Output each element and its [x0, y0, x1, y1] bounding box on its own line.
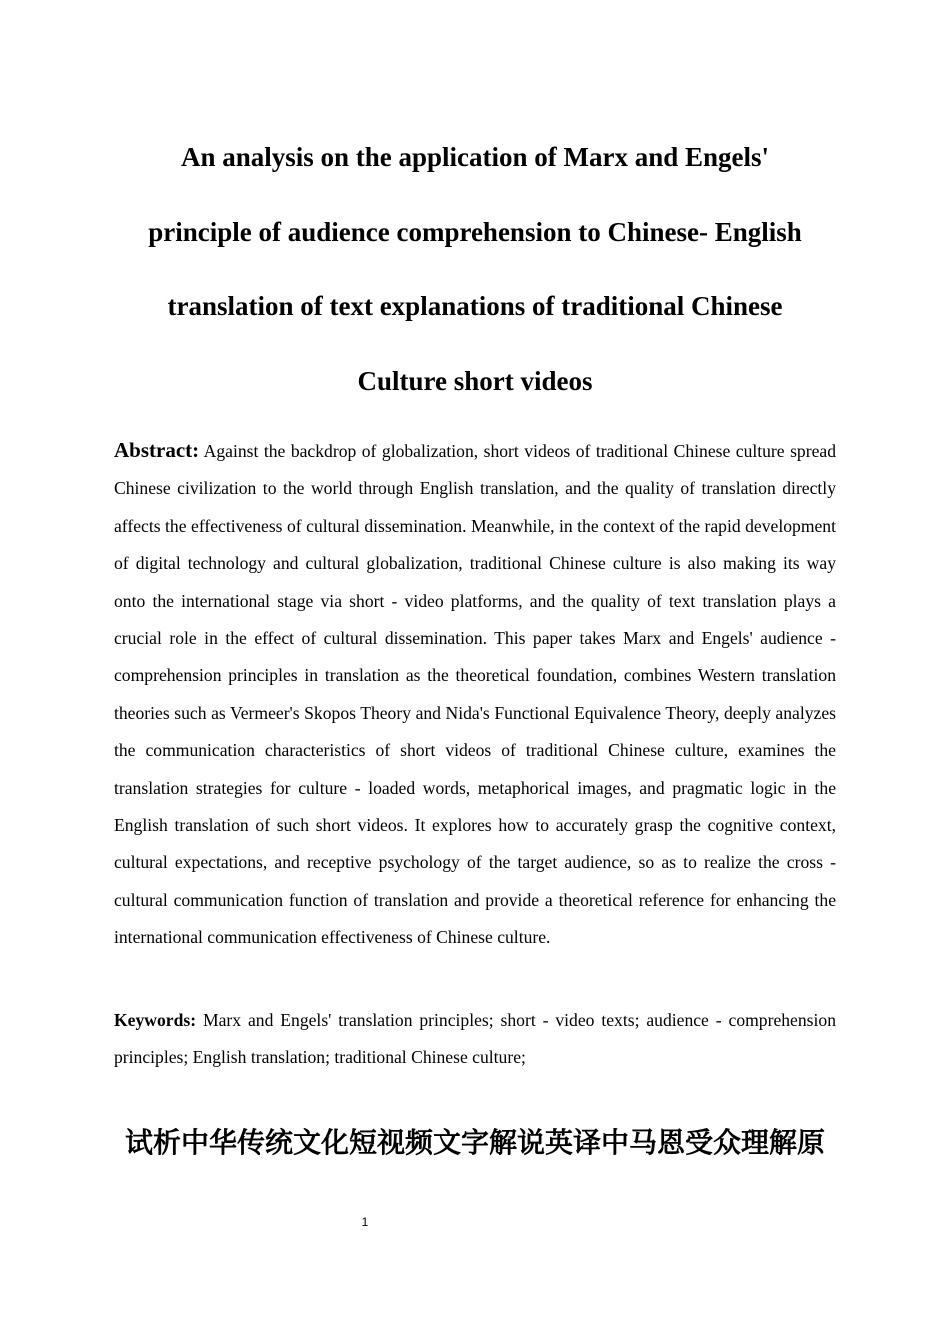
- page-number: 1: [361, 1215, 369, 1229]
- title-line-3: translation of text explanations of traditional Chinese: [167, 291, 783, 321]
- title-line-1: An analysis on the application of Marx and Engels': [180, 142, 770, 172]
- abstract-label: Abstract:: [114, 438, 200, 462]
- keywords-text: Marx and Engels' translation principles; short - video texts; audience - comprehension principles; English translation; traditional Chinese culture;: [114, 1010, 836, 1067]
- abstract-text: Against the backdrop of globalization, short videos of traditional Chinese culture spread Chinese civilization to the world through English translation, and the quality of translation directly affects the effectiveness of cultural dissemination. Meanwhile, in the context of the rapid development of digital technology and cultural globalization, traditional Chinese culture is also making its way onto the international stage via short - video platforms, and the quality of text translation plays a crucial role in the effect of cultural dissemination. This paper takes Marx and Engels' audience - comprehension principles in translation as the theoretical foundation, combines Western translation theories such as Vermeer's Skopos Theory and Nida's Functional Equivalence Theory, deeply analyzes the communication characteristics of short videos of traditional Chinese culture, examines the translation strategies for culture - loaded words, metaphorical images, and pragmatic logic in the English translation of such short videos. It explores how to accurately grasp the cognitive context, cultural expectations, and receptive psychology of the target audience, so as to realize the cross - cultural communication function of translation and provide a theoretical reference for enhancing the international communication effectiveness of Chinese culture.: [114, 441, 836, 948]
- keywords-label: Keywords:: [114, 1010, 197, 1030]
- paper-title: [100, 120, 850, 418]
- title-line-4: Culture short videos: [357, 365, 593, 396]
- abstract-paragraph: [114, 432, 836, 957]
- chinese-title: 试析中华传统文化短视频文字解说英译中马恩受众理解原: [124, 1126, 825, 1159]
- title-line-2: principle of audience comprehension to Chinese- English: [148, 216, 802, 247]
- keywords-paragraph: [114, 1002, 836, 1076]
